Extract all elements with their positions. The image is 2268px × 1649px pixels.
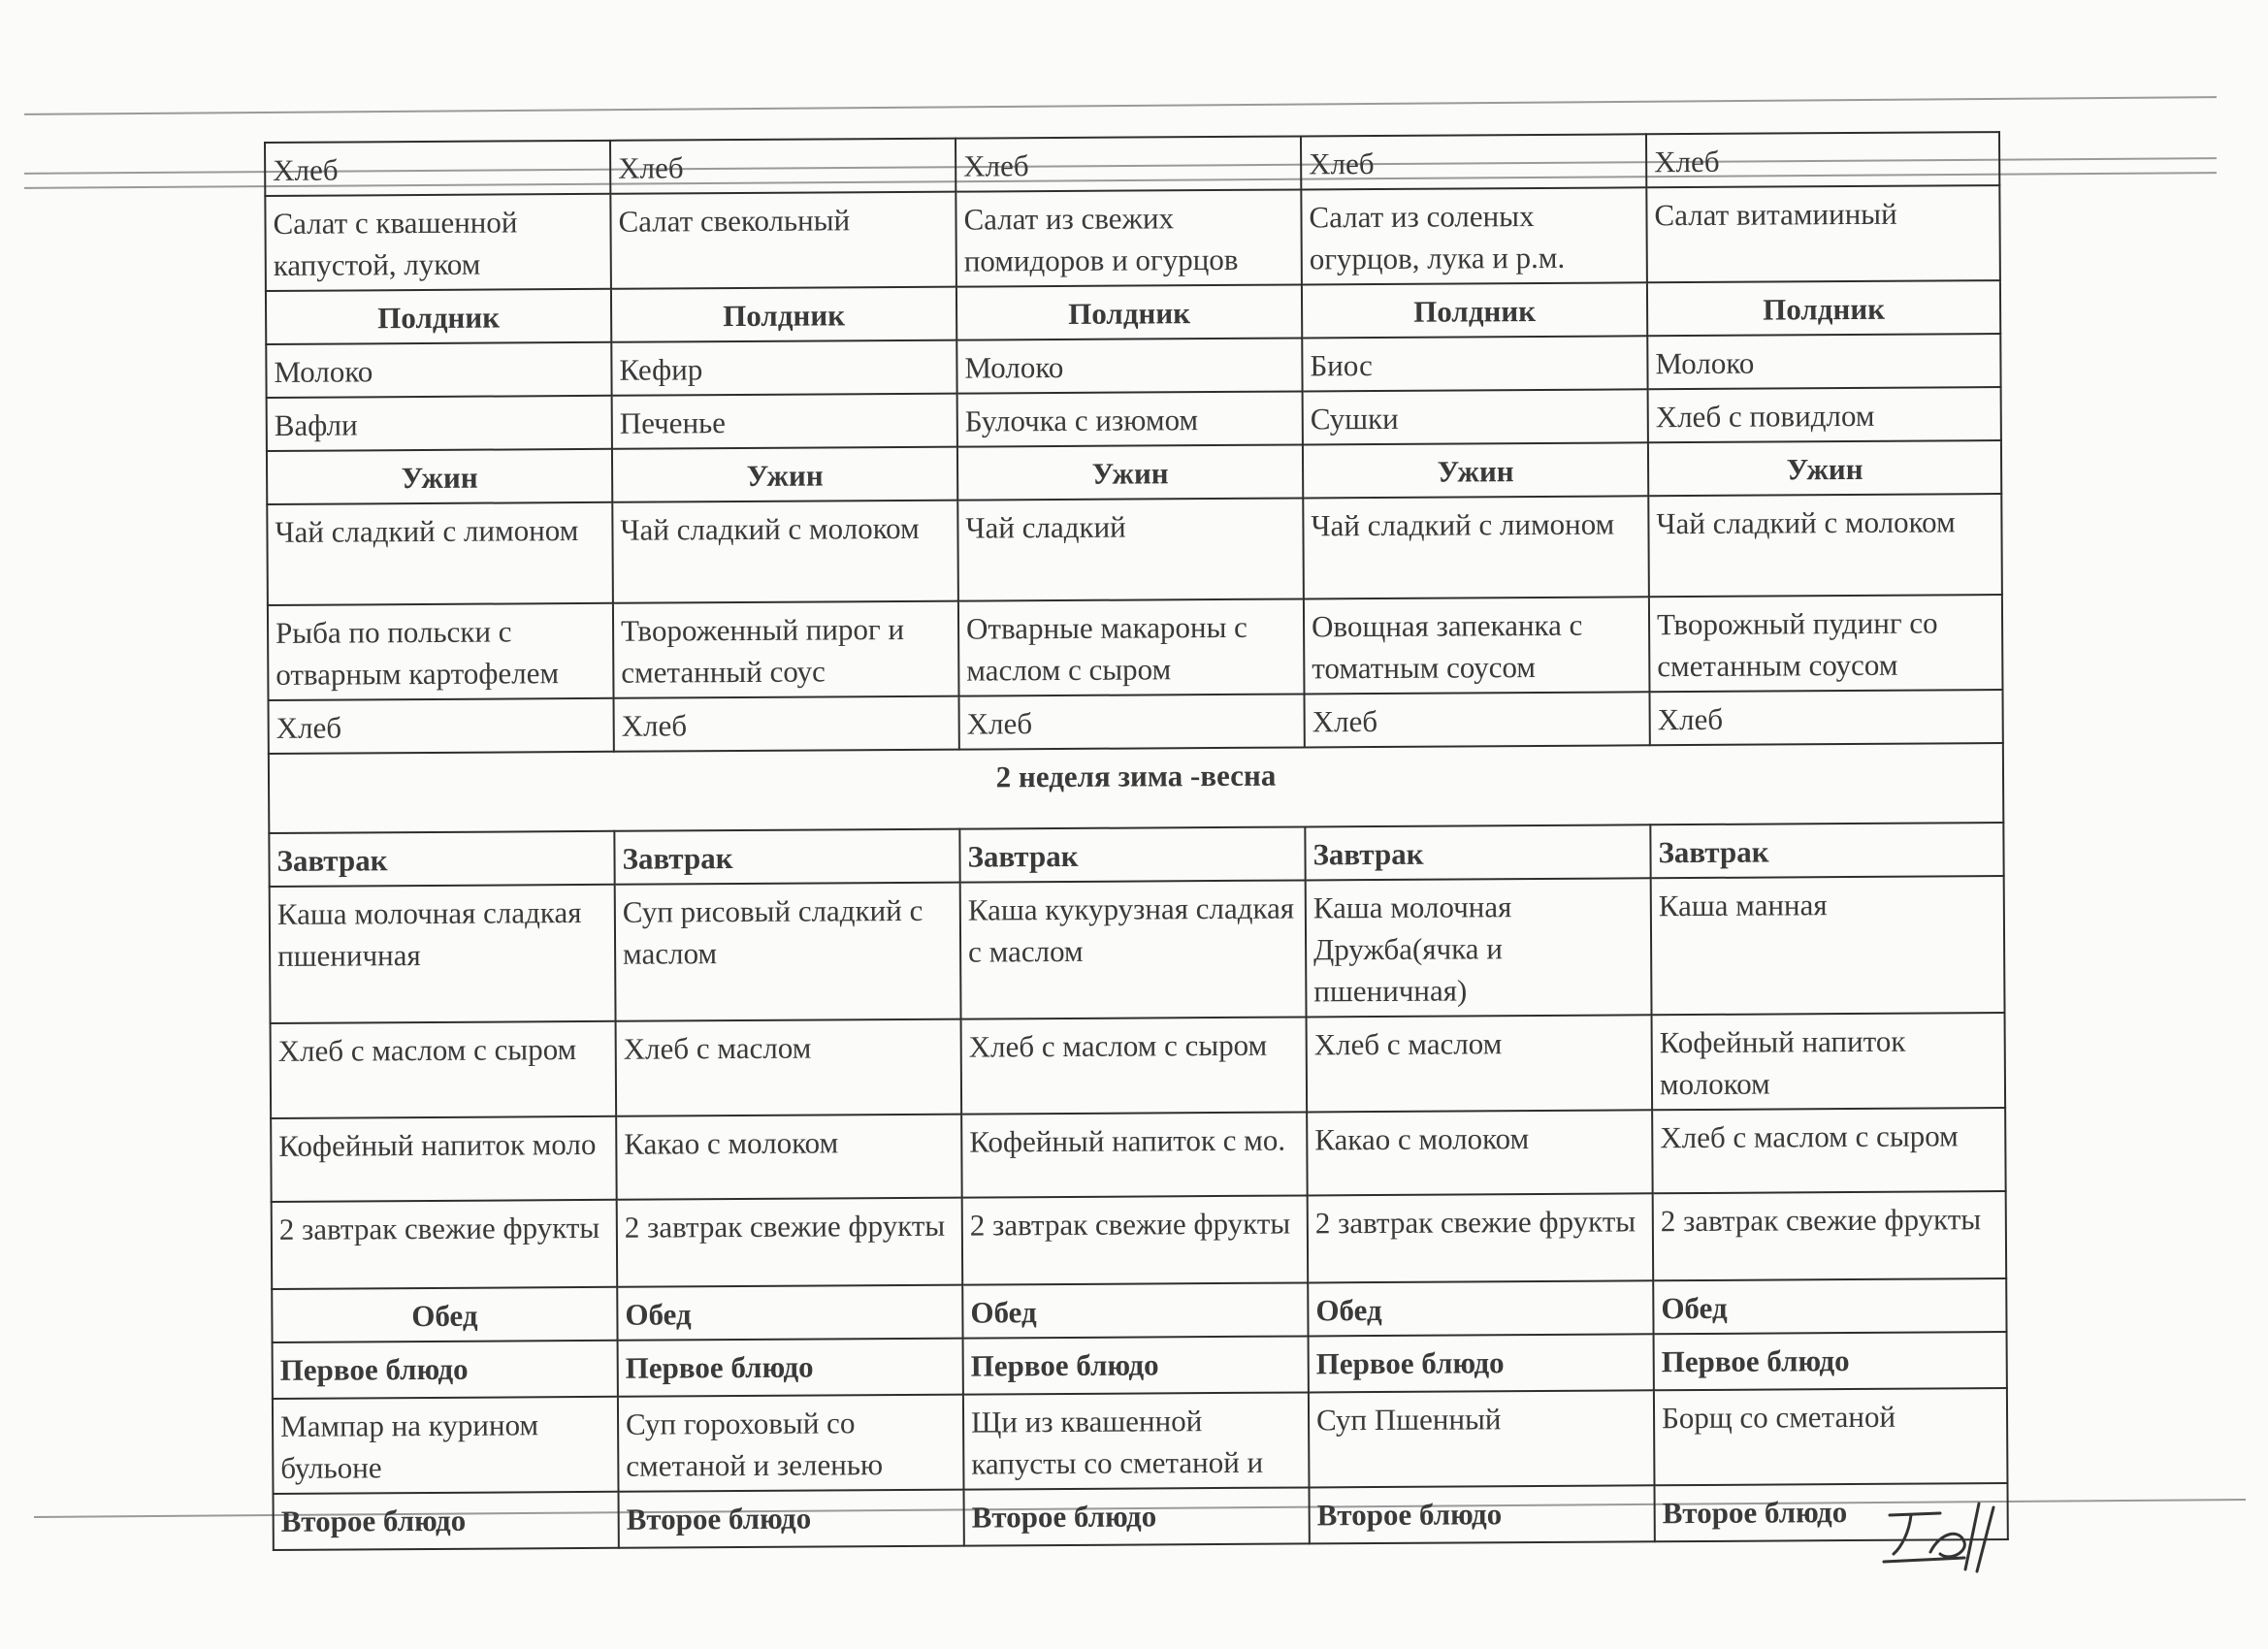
table-cell: Хлеб с маслом с сыром: [271, 1021, 617, 1118]
table-cell: Какао с молоком: [616, 1115, 962, 1200]
meal-header-cell: Полдник: [611, 287, 956, 342]
meal-header-cell: Ужин: [612, 447, 957, 502]
week-title: 2 неделя зима -весна: [269, 743, 2003, 833]
meal-header-cell: Обед: [962, 1282, 1308, 1338]
week-title-row: [269, 743, 2003, 833]
meal-header-cell: Обед: [272, 1287, 617, 1342]
table-cell: Биос: [1302, 336, 1647, 391]
table-cell: Хлеб: [1304, 692, 1649, 747]
meal-header-cell: Обед: [1308, 1280, 1653, 1336]
table-cell: Суп гороховый со сметаной и зеленью: [618, 1395, 964, 1492]
table-row: [273, 1388, 2008, 1494]
course-header-cell: Первое блюдо: [1654, 1332, 2007, 1390]
course-header-cell: Второе блюдо: [1309, 1485, 1654, 1543]
meal-header-cell: Обед: [617, 1285, 962, 1341]
meal-header-cell: Завтрак: [269, 831, 614, 887]
meal-header-cell: Полдник: [1647, 280, 2000, 336]
table-cell: Хлеб с маслом: [616, 1019, 962, 1116]
table-cell: Кофейный напиток молоком: [1652, 1013, 2006, 1110]
table-cell: Салат свекольный: [610, 192, 956, 289]
table-cell: Салат из соленых огурцов, лука и р.м.: [1301, 187, 1647, 284]
table-cell: 2 завтрак свежие фрукты: [617, 1198, 963, 1287]
meal-header-cell: Ужин: [1303, 442, 1648, 498]
table-cell: Хлеб: [614, 696, 959, 752]
table-cell: Хлеб: [269, 698, 614, 754]
table-cell: Молоко: [266, 342, 611, 398]
table-cell: Чай сладкий с лимоном: [1303, 496, 1649, 598]
course-header-cell: Первое блюдо: [618, 1339, 963, 1397]
table-row: [265, 185, 2000, 291]
table-cell: Молоко: [1647, 334, 2000, 389]
table-cell: Мампар на курином бульоне: [273, 1397, 619, 1494]
table-cell: Борщ со сметаной: [1654, 1388, 2008, 1485]
table-cell: Хлеб с маслом с сыром: [1652, 1108, 2006, 1193]
course-header-cell: Второе блюдо: [619, 1490, 964, 1548]
table-cell: Отварные макароны с маслом с сыром: [958, 598, 1305, 695]
table-cell: Творожный пудинг со сметанным соусом: [1649, 595, 2003, 692]
course-header-cell: Второе блюдо: [964, 1487, 1310, 1545]
table-cell: Суп рисовый сладкий с маслом: [615, 883, 961, 1021]
signature-mark: [1872, 1494, 2037, 1581]
table-cell: Салат из свежих помидоров и огурцов: [956, 189, 1302, 286]
course-header-cell: Первое блюдо: [273, 1341, 618, 1399]
table-row: [272, 1191, 2007, 1289]
course-header-cell: Второе блюдо: [1654, 1483, 2007, 1541]
table-cell: Хлеб: [1301, 134, 1646, 189]
table-row: [268, 595, 2003, 700]
meal-header-cell: Завтрак: [1650, 823, 2003, 878]
meal-header-cell: Завтрак: [1305, 824, 1650, 880]
table-cell: Каша молочная сладкая пшеничная: [270, 885, 616, 1023]
table-cell: Хлеб: [956, 136, 1301, 191]
meal-header-cell: Завтрак: [959, 826, 1305, 882]
table-cell: Каша манная: [1651, 876, 2005, 1015]
table-cell: Хлеб: [1646, 132, 1999, 187]
table-cell: Печенье: [612, 394, 957, 449]
table-cell: Хлеб: [610, 139, 956, 194]
table-cell: Щи из квашенной капусты со сметаной и: [963, 1392, 1310, 1489]
table-cell: Чай сладкий с молоком: [1648, 494, 2002, 597]
meal-header-cell: Полдник: [266, 289, 611, 344]
table-row: [267, 494, 2002, 605]
course-header-cell: Первое блюдо: [1309, 1334, 1654, 1392]
course-header-row: [273, 1332, 2007, 1399]
table-cell: 2 завтрак свежие фрукты: [1308, 1193, 1654, 1282]
table-cell: Рыба по польски с отварным картофелем: [268, 603, 614, 700]
table-cell: 2 завтрак свежие фрукты: [962, 1195, 1309, 1284]
course-header-cell: Первое блюдо: [963, 1336, 1309, 1394]
meal-header-cell: Ужин: [957, 444, 1303, 500]
table-cell: Хлеб: [1649, 690, 2002, 745]
table-cell: Каша кукурузная сладкая с маслом: [960, 880, 1307, 1018]
table-cell: Каша молочная Дружба(ячка и пшеничная): [1306, 878, 1652, 1017]
table-cell: Хлеб с маслом: [1307, 1015, 1653, 1112]
table-cell: Салат с квашенной капустой, луком: [265, 194, 611, 291]
menu-table: [264, 131, 2009, 1551]
meal-header-cell: Завтрак: [614, 829, 959, 885]
table-cell: Кофейный напиток моло: [271, 1116, 617, 1202]
table-cell: Булочка с изюмом: [957, 391, 1303, 446]
table-cell: Суп Пшенный: [1309, 1390, 1655, 1487]
table-cell: Хлеб: [959, 694, 1305, 749]
table-cell: Чай сладкий: [957, 498, 1304, 600]
table-row: [271, 1108, 2005, 1202]
table-cell: Кофейный напиток с мо.: [961, 1112, 1308, 1197]
table-cell: 2 завтрак свежие фрукты: [1653, 1191, 2007, 1280]
meal-header-cell: Обед: [1653, 1278, 2006, 1334]
meal-header-cell: Полдник: [1302, 282, 1647, 338]
table-cell: Хлеб с повидлом: [1648, 387, 2001, 442]
scan-line-top-1: [24, 96, 2217, 115]
meal-header-cell: Ужин: [267, 449, 612, 504]
table-cell: Хлеб с маслом с сыром: [961, 1017, 1308, 1114]
table-row: [271, 1013, 2006, 1118]
table-cell: Салат витамииный: [1646, 185, 2000, 282]
course-header-row: [274, 1483, 2008, 1550]
table-cell: Овощная запеканка с томатным соусом: [1304, 597, 1650, 694]
table-cell: Кефир: [611, 340, 956, 396]
table-cell: Вафли: [267, 396, 612, 451]
table-cell: Твороженный пирог и сметанный соус: [613, 601, 959, 698]
table-cell: Какао с молоком: [1307, 1110, 1653, 1195]
table-row: [270, 876, 2005, 1023]
meal-header-cell: Полдник: [956, 284, 1302, 340]
meal-header-cell: Ужин: [1648, 440, 2001, 496]
table-cell: Хлеб: [265, 141, 610, 196]
table-cell: Сушки: [1303, 389, 1648, 444]
course-header-cell: Второе блюдо: [274, 1492, 619, 1550]
table-cell: 2 завтрак свежие фрукты: [272, 1200, 618, 1289]
table-cell: Чай сладкий с лимоном: [267, 502, 613, 605]
table-cell: Молоко: [956, 338, 1302, 393]
menu-document: [264, 131, 2007, 1551]
table-cell: Чай сладкий с молоком: [612, 501, 958, 603]
